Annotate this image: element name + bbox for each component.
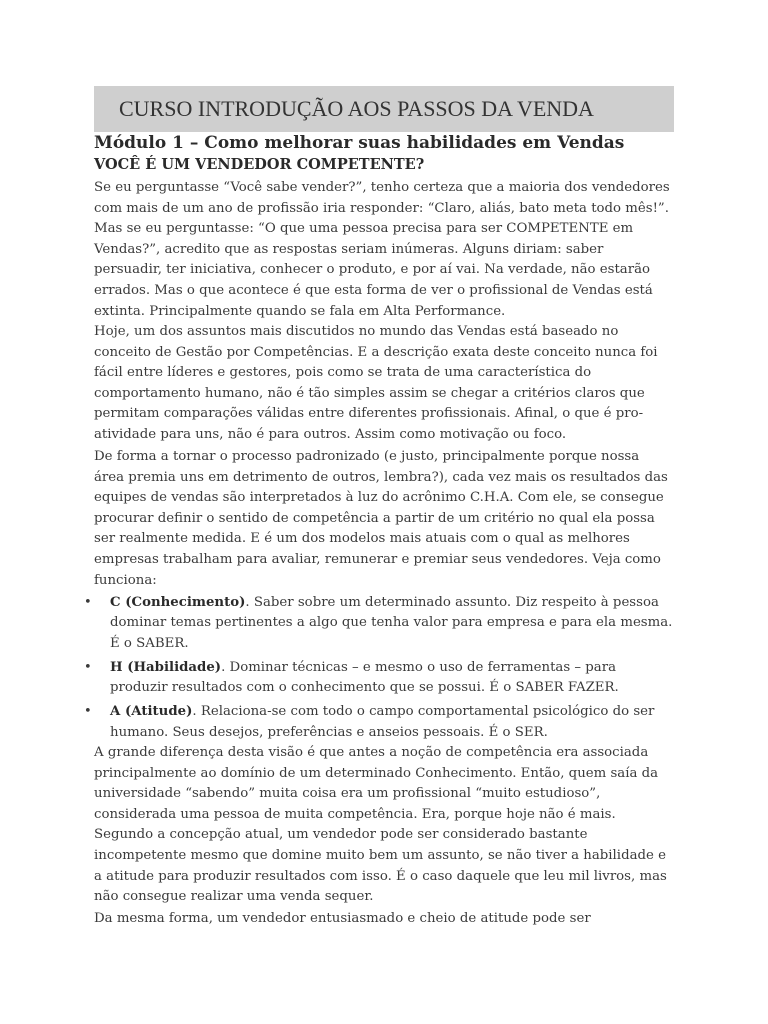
text-line: funciona: — [94, 572, 157, 588]
text-line: errados. Mas o que acontece é que esta forma de ver o profissional de Vendas está — [94, 282, 653, 298]
text-line: fácil entre líderes e gestores, pois como se trata de uma característica do — [94, 365, 592, 381]
text-line: permitam comparações válidas entre diferentes profissionais. Afinal, o que é pro- — [94, 406, 644, 422]
text-line: universidade “sabendo” muita coisa era um profissional “muito estudioso”, — [94, 786, 601, 802]
text-line: principalmente ao domínio de um determinado Conhecimento. Então, quem saía da — [94, 765, 659, 781]
text-line: persuadir, ter iniciativa, conhecer o produto, e por aí vai. Na verdade, não estarão — [94, 262, 651, 278]
bullet-icon: • — [84, 595, 92, 610]
bullet-term: H (Habilidade) — [110, 659, 222, 675]
text-line: empresas trabalham para avaliar, remunerar e premiar seus vendedores. Veja como — [94, 551, 661, 567]
bullet-text: dominar temas pertinentes a algo que tenha valor para empresa e para ela mesma. — [110, 615, 673, 631]
text-line: equipes de vendas são interpretados à luz do acrônimo C.H.A. Com ele, se consegue — [94, 490, 664, 506]
text-line: comportamento humano, não é tão simples assim se chegar a critérios claros que — [94, 385, 645, 401]
text-line: ser realmente medida. E é um dos modelos mais atuais com o qual as melhores — [94, 531, 630, 547]
paragraph-5 — [94, 909, 674, 930]
bullet-icon: • — [84, 704, 92, 720]
cha-bullet-list — [82, 593, 682, 747]
text-line: não consegue realizar uma venda sequer. — [94, 889, 374, 905]
paragraph-3 — [94, 447, 674, 591]
text-line: De forma a tornar o processo padronizado (e justo, principalmente porque nossa — [94, 449, 640, 464]
text-line: Vendas?”, acredito que as respostas seriam inúmeras. Alguns diriam: saber — [94, 241, 604, 257]
text-line: incompetente mesmo que domine muito bem um assunto, se não tiver a habilidade e — [94, 847, 666, 863]
bullet-text: É o SABER. — [110, 635, 189, 651]
list-item-conhecimento — [82, 593, 682, 654]
list-item-atitude — [82, 702, 682, 743]
module-title: Módulo 1 – Como melhorar suas habilidades em Vendas — [94, 133, 625, 153]
paragraph-2 — [94, 322, 674, 446]
bullet-text: produzir resultados com o conhecimento que se possui. É o SABER FAZER. — [110, 680, 619, 696]
paragraph-4 — [94, 743, 674, 908]
section-title: VOCÊ É UM VENDEDOR COMPETENTE? — [94, 156, 425, 173]
text-line: atividade para uns, não é para outros. Assim como motivação ou foco. — [94, 426, 567, 442]
text-line: A grande diferença desta visão é que antes a noção de competência era associada — [94, 745, 649, 760]
bullet-text: . Dominar técnicas – e mesmo o uso de ferramentas – para — [221, 659, 616, 675]
text-line: considerada uma pessoa de muita competência. Era, porque hoje não é mais. — [94, 806, 616, 822]
text-line: conceito de Gestão por Competências. E a descrição exata deste conceito nunca foi — [94, 344, 658, 360]
text-line: Segundo a concepção atual, um vendedor pode ser considerado bastante — [94, 827, 588, 843]
paragraph-1 — [94, 178, 674, 322]
bullet-term: C (Conhecimento) — [110, 595, 246, 610]
text-line: com mais de um ano de profissão iria responder: “Claro, aliás, bato meta todo mês!”. — [94, 200, 669, 216]
bullet-term: A (Atitude) — [110, 704, 193, 720]
text-line: a atitude para produzir resultados com isso. É o caso daquele que leu mil livros, mas — [94, 868, 667, 884]
bullet-text: . Relaciona-se com todo o campo comportamental psicológico do ser — [192, 704, 655, 720]
text-line: Se eu perguntasse “Você sabe vender?”, tenho certeza que a maioria dos vendedores — [94, 180, 670, 195]
bullet-text: . Saber sobre um determinado assunto. Diz respeito à pessoa — [245, 595, 659, 610]
text-line: procurar definir o sentido de competência a partir de um critério no qual ela possa — [94, 510, 655, 526]
list-item-habilidade — [82, 658, 682, 699]
course-title: CURSO INTRODUÇÃO AOS PASSOS DA VENDA — [119, 96, 594, 121]
text-line: extinta. Principalmente quando se fala em Alta Performance. — [94, 303, 506, 319]
bullet-icon: • — [84, 659, 92, 675]
text-line: área premia uns em detrimento de outros, lembra?), cada vez mais os resultados das — [94, 469, 668, 485]
bullet-text: humano. Seus desejos, preferências e anseios pessoais. É o SER. — [110, 724, 548, 740]
course-title-banner — [94, 86, 674, 132]
text-line: Da mesma forma, um vendedor entusiasmado e cheio de atitude pode ser — [94, 911, 591, 926]
text-line: Hoje, um dos assuntos mais discutidos no mundo das Vendas está baseado no — [94, 324, 619, 339]
text-line: Mas se eu perguntasse: “O que uma pessoa precisa para ser COMPETENTE em — [94, 221, 634, 237]
